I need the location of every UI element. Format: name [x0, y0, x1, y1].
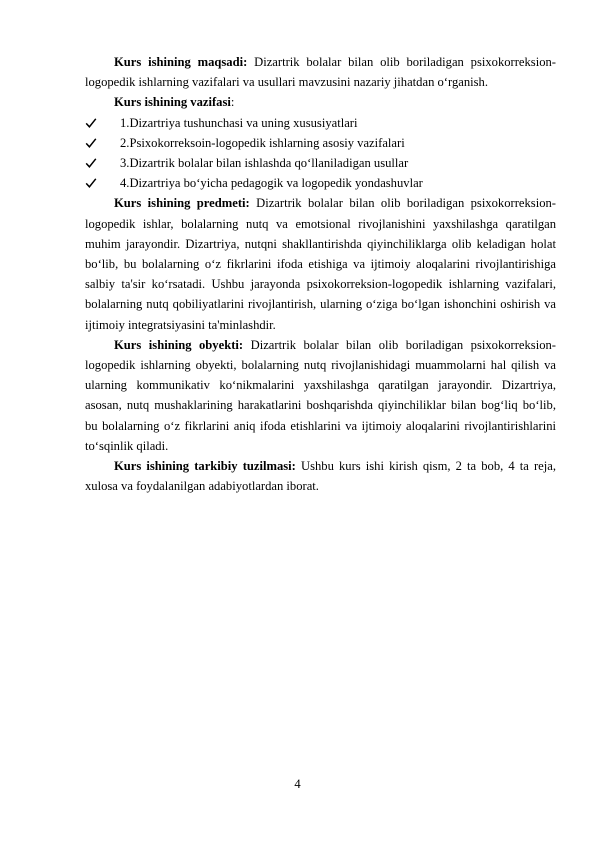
object-heading: Kurs ishining obyekti:: [114, 337, 244, 352]
document-page: [85, 52, 556, 496]
subject-paragraph: [85, 193, 556, 334]
goal-text: Dizartrik bolalar bilan olib boriladigan psixokorreksion-logopedik ishlarning vazifalari va usullari mavzusini nazariy jihatdan o‘rganish.: [85, 55, 556, 90]
page-number: 4: [294, 777, 301, 791]
list-item-text: 4.Dizartriya bo‘yicha pedagogik va logopedik yondashuvlar: [120, 176, 423, 191]
list-item: [85, 113, 556, 133]
check-icon: [85, 177, 97, 189]
object-text: Dizartrik bolalar bilan olib boriladigan psixokorreksion-logopedik ishlarning obyekti, bolalarning nutq rivojlanishidagi muammolarni hal qilish va ularning kommunikativ ko‘nikmalarini yaxshilashga qaratilgan jarayondir. Dizartriya, asosan, nutq mushaklarining harakatlarini boshqarishda qiyinchiliklar bilan bog‘liq bo‘lib, bu bolalarning o‘z fikrlarini aniq ifoda etishlarini va ijtimoiy aloqalarini rivojlantirishlarini to‘sqinlik qiladi.: [85, 337, 556, 453]
tasks-heading: Kurs ishining vazifasi: [114, 95, 231, 110]
goal-heading: Kurs ishining maqsadi:: [114, 55, 248, 69]
goal-paragraph: [85, 52, 556, 92]
tasks-paragraph: [85, 92, 556, 112]
list-item-text: 1.Dizartriya tushunchasi va uning xususiyatlari: [120, 115, 358, 130]
tasks-heading-suffix: :: [230, 95, 235, 110]
check-icon: [85, 117, 97, 129]
list-item-text: 2.Psixokorreksoin-logopedik ishlarning asosiy vazifalari: [120, 135, 405, 150]
object-paragraph: [85, 335, 556, 456]
check-icon: [85, 137, 97, 149]
list-item-text: 3.Dizartrik bolalar bilan ishlashda qo‘llaniladigan usullar: [120, 155, 409, 170]
subject-text: Dizartrik bolalar bilan olib boriladigan psixokorreksion-logopedik ishlar, bolalarning nutq va emotsional rivojlanishini yaxshilashga qaratilgan muhim jarayondir. Dizartriya, nutqni shakllantirishda qiyinchiliklarga olib keladigan holat bo‘lib, bu bolalarning o‘z fikrlarini ifoda etishiga va ijtimoiy aloqalarini rivojlantirishiga salbiy ta'sir ko‘rsatadi. Ushbu jarayonda psixokorreksion-logopedik ishlarning vazifalari, bolalarning nutq qobiliyatlarini rivojlantirish, ularning o‘ziga bo‘lgan ishonchini oshirish va ijtimoiy integratsiyasini ta'minlashdir.: [85, 196, 556, 332]
structure-heading: Kurs ishining tarkibiy tuzilmasi:: [114, 459, 296, 473]
list-item: [85, 173, 556, 193]
subject-heading: Kurs ishining predmeti:: [114, 196, 250, 211]
list-item: [85, 153, 556, 173]
structure-paragraph: [85, 456, 556, 496]
structure-text: Ushbu kurs ishi kirish qism, 2 ta bob, 4 ta reja, xulosa va foydalanilgan adabiyotlardan iborat.: [85, 459, 556, 494]
check-icon: [85, 157, 97, 169]
list-item: [85, 133, 556, 153]
tasks-list: [85, 113, 556, 194]
